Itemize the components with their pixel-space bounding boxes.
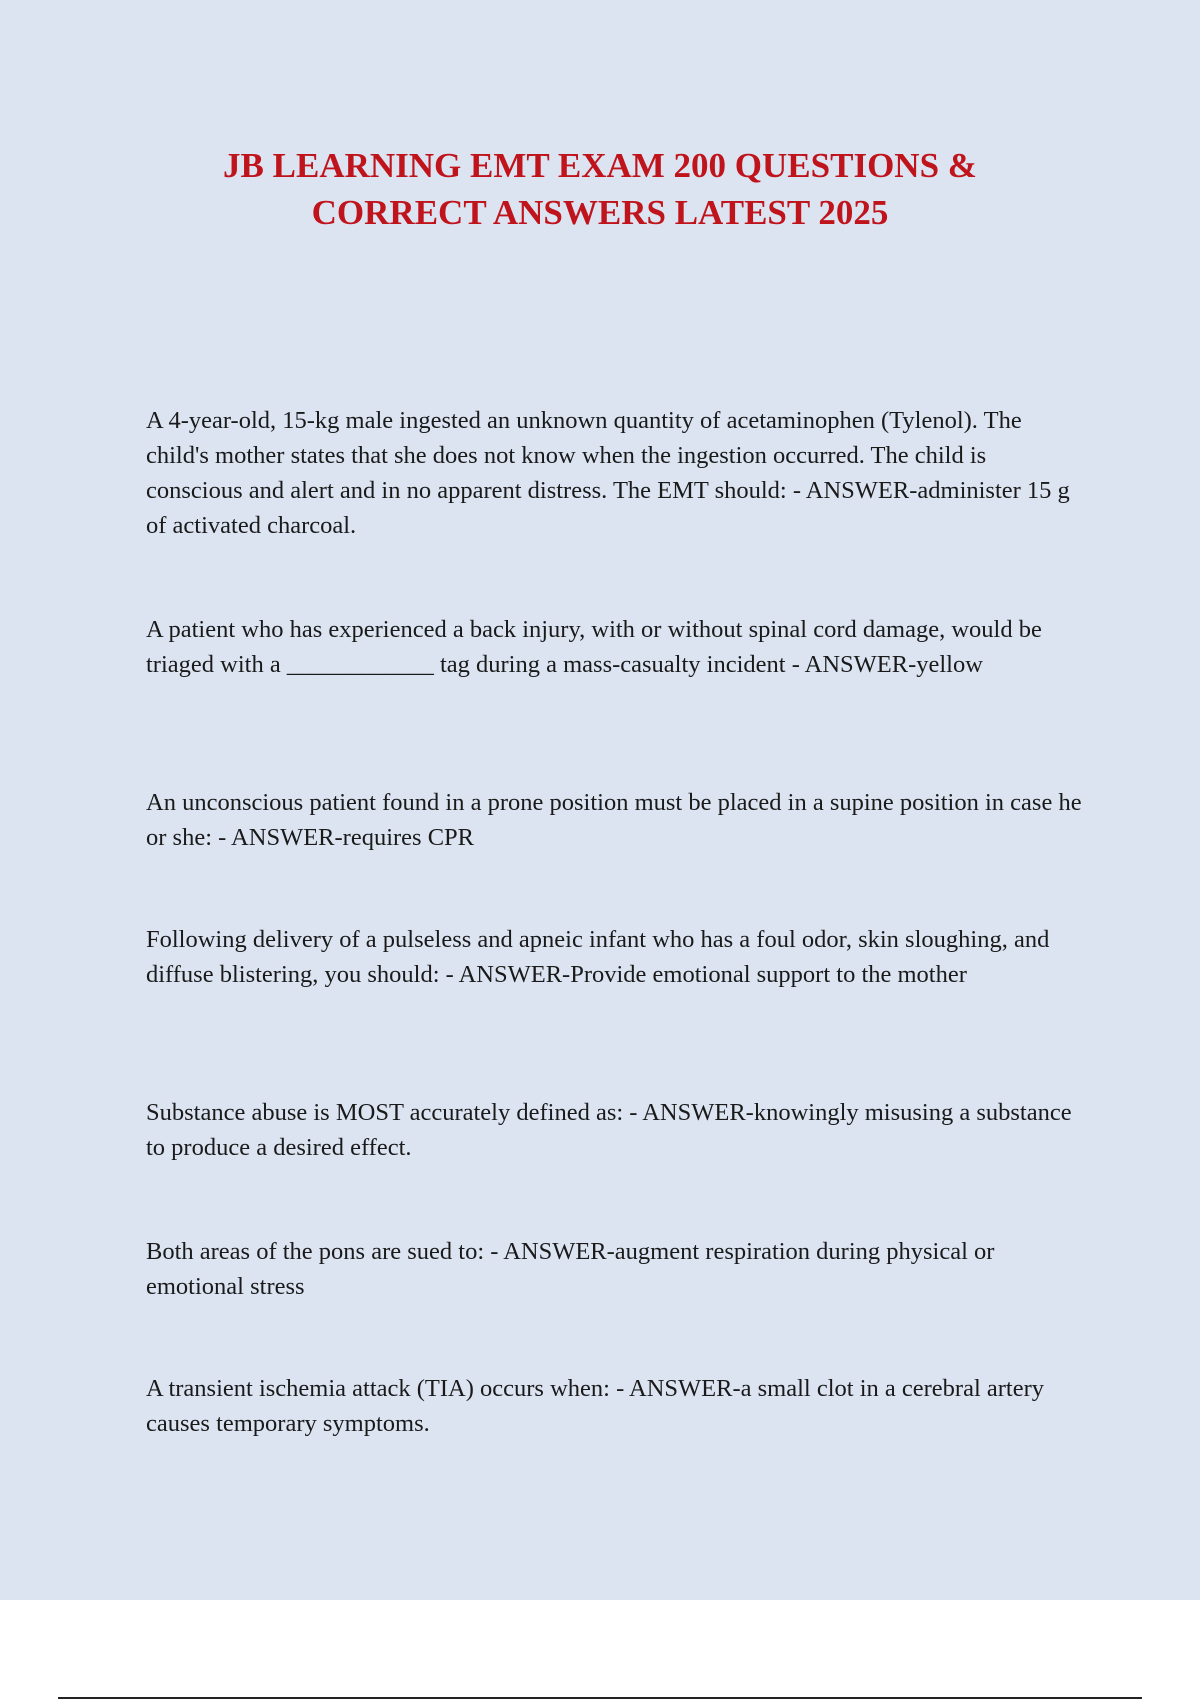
document-title-line-1: JB LEARNING EMT EXAM 200 QUESTIONS & [223, 146, 977, 185]
question-answer-item: Both areas of the pons are sued to: - ANSWER-augment respiration during physical or emotional stress [146, 1238, 995, 1300]
question-answer-item: A patient who has experienced a back injury, with or without spinal cord damage, would be triaged with a ____________ tag during a mass-casualty incident - ANSWER-yellow [146, 616, 1042, 678]
document-title-line-2: CORRECT ANSWERS LATEST 2025 [311, 193, 889, 232]
question-answer-item: A 4-year-old, 15-kg male ingested an unknown quantity of acetaminophen (Tylenol). The child's mother states that she does not know when the ingestion occurred. The child is conscious and alert and in no apparent distress. The EMT should: - ANSWER-administer 15 g of activated charcoal. [146, 407, 1070, 539]
question-answer-item: A transient ischemia attack (TIA) occurs when: - ANSWER-a small clot in a cerebral artery causes temporary symptoms. [146, 1375, 1044, 1437]
document-title [0, 142, 1200, 236]
question-answer-item: An unconscious patient found in a prone position must be placed in a supine position in case he or she: - ANSWER-requires CPR [146, 789, 1082, 851]
question-answer-item: Following delivery of a pulseless and apneic infant who has a foul odor, skin sloughing, and diffuse blistering, you should: - ANSWER-Provide emotional support to the mother [146, 926, 1050, 988]
question-answer-item: Substance abuse is MOST accurately defined as: - ANSWER-knowingly misusing a substance to produce a desired effect. [146, 1099, 1072, 1161]
footer-divider [58, 1697, 1142, 1699]
